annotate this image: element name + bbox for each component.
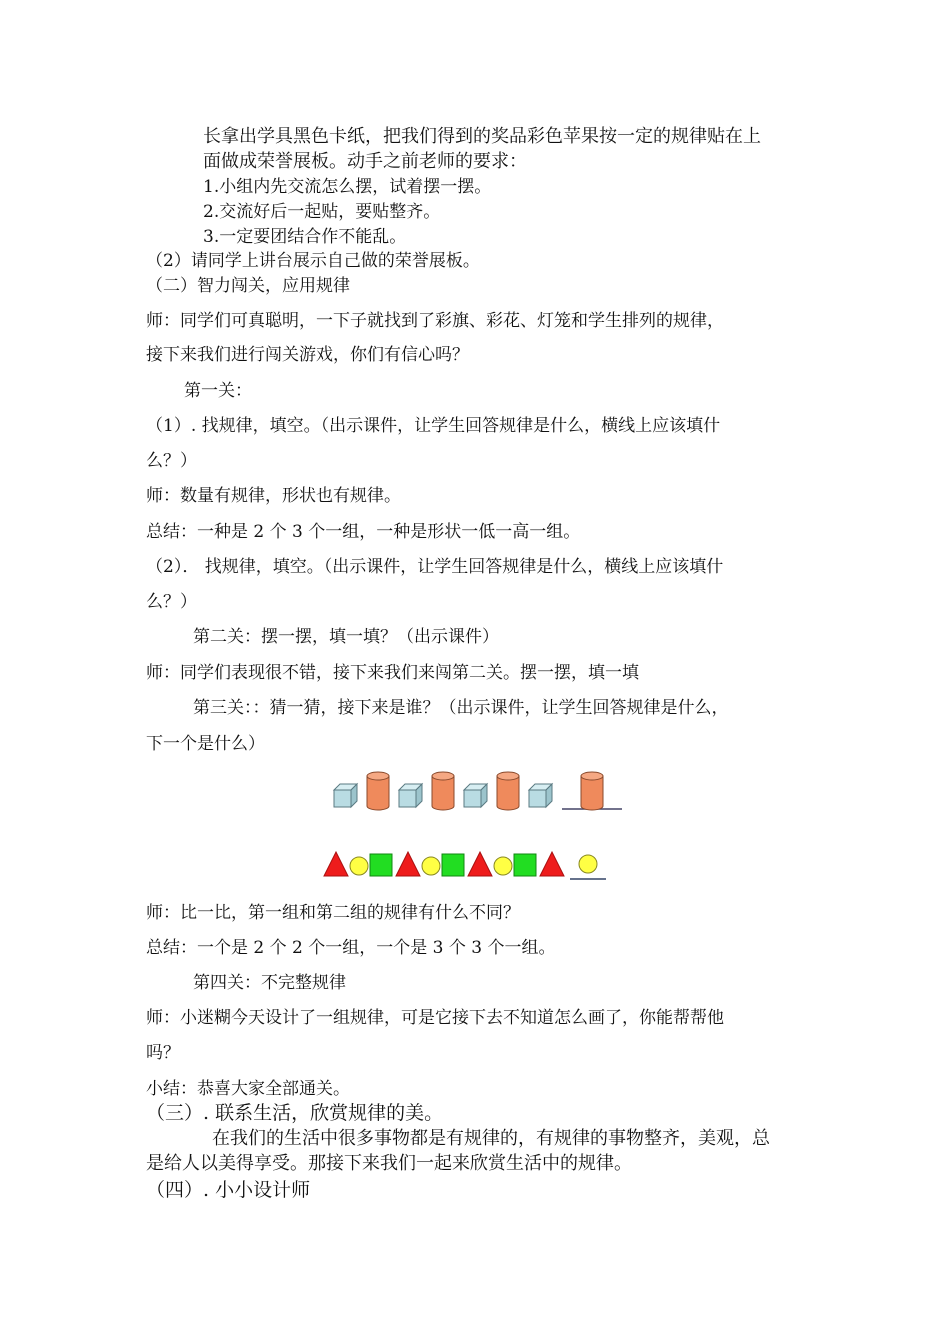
cube-shape bbox=[399, 784, 422, 807]
section-heading: （三）. 联系生活，欣赏规律的美。 bbox=[146, 1102, 444, 1124]
paragraph-line: 在我们的生活中很多事物都是有规律的，有规律的事物整齐，美观，总 bbox=[212, 1128, 770, 1149]
paragraph-line: 下一个是什么） bbox=[146, 734, 265, 754]
paragraph-line: （2）请同学上讲台展示自己做的荣誉展板。 bbox=[146, 251, 480, 271]
cube-shape bbox=[334, 784, 357, 807]
paragraph-line: 么？） bbox=[146, 451, 197, 471]
level-heading: 第四关：不完整规律 bbox=[193, 973, 346, 993]
square-shape bbox=[442, 854, 464, 876]
paragraph-line: 总结：一种是 2 个 3 个一组，一种是形状一低一高一组。 bbox=[146, 522, 581, 542]
triangle-shape bbox=[468, 852, 492, 876]
list-item: 3.一定要团结合作不能乱。 bbox=[203, 227, 407, 247]
paragraph-line: 师：同学们可真聪明，一下子就找到了彩旗、彩花、灯笼和学生排列的规律， bbox=[146, 311, 724, 331]
triangle-shape bbox=[396, 852, 420, 876]
paragraph-line: 总结：一个是 2 个 2 个一组，一个是 3 个 3 个一组。 bbox=[146, 938, 556, 958]
shape-color-pattern bbox=[320, 846, 630, 882]
paragraph-line: （1）. 找规律，填空。（出示课件，让学生回答规律是什么，横线上应该填什 bbox=[146, 416, 721, 436]
circle-shape bbox=[579, 855, 597, 873]
paragraph-line: 小结：恭喜大家全部通关。 bbox=[146, 1079, 350, 1099]
list-item: 1.小组内先交流怎么摆，试着摆一摆。 bbox=[203, 177, 492, 197]
paragraph-line: 吗？ bbox=[146, 1043, 180, 1063]
square-shape bbox=[514, 854, 536, 876]
circle-shape bbox=[494, 857, 512, 875]
cube-shape bbox=[529, 784, 552, 807]
level-heading: 第三关：：猜一猜，接下来是谁？（出示课件，让学生回答规律是什么， bbox=[193, 698, 729, 718]
level-heading: 第二关：摆一摆，填一填？（出示课件） bbox=[193, 627, 499, 647]
paragraph-line: 长拿出学具黑色卡纸，把我们得到的奖品彩色苹果按一定的规律贴在上 bbox=[203, 126, 761, 147]
level-heading: 第一关： bbox=[184, 381, 252, 401]
cylinder-shape bbox=[367, 772, 389, 810]
section-heading: （四）. 小小设计师 bbox=[146, 1179, 311, 1201]
cylinder-shape bbox=[497, 772, 519, 810]
cylinder-shape bbox=[432, 772, 454, 810]
paragraph-line: 是给人以美得享受。那接下来我们一起来欣赏生活中的规律。 bbox=[146, 1153, 632, 1174]
paragraph-line: 师：同学们表现很不错，接下来我们来闯第二关。摆一摆，填一填 bbox=[146, 663, 639, 683]
cube-shape bbox=[464, 784, 487, 807]
list-item: 2.交流好后一起贴，要贴整齐。 bbox=[203, 202, 441, 222]
square-shape bbox=[370, 854, 392, 876]
paragraph-line: 师：小迷糊今天设计了一组规律，可是它接下去不知道怎么画了，你能帮帮他 bbox=[146, 1008, 724, 1028]
paragraph-line: 面做成荣誉展板。动手之前老师的要求： bbox=[203, 151, 527, 172]
triangle-shape bbox=[324, 852, 348, 876]
paragraph-line: 接下来我们进行闯关游戏，你们有信心吗？ bbox=[146, 345, 469, 365]
circle-shape bbox=[422, 857, 440, 875]
cube-cylinder-pattern bbox=[330, 768, 630, 814]
paragraph-line: 师：比一比，第一组和第二组的规律有什么不同？ bbox=[146, 903, 520, 923]
section-heading: （二）智力闯关，应用规律 bbox=[146, 276, 350, 296]
circle-shape bbox=[350, 857, 368, 875]
paragraph-line: 么？） bbox=[146, 592, 197, 612]
cylinder-shape bbox=[581, 772, 603, 810]
paragraph-line: （2）． 找规律，填空。（出示课件，让学生回答规律是什么，横线上应该填什 bbox=[146, 557, 724, 577]
paragraph-line: 师：数量有规律，形状也有规律。 bbox=[146, 486, 401, 506]
triangle-shape bbox=[540, 852, 564, 876]
